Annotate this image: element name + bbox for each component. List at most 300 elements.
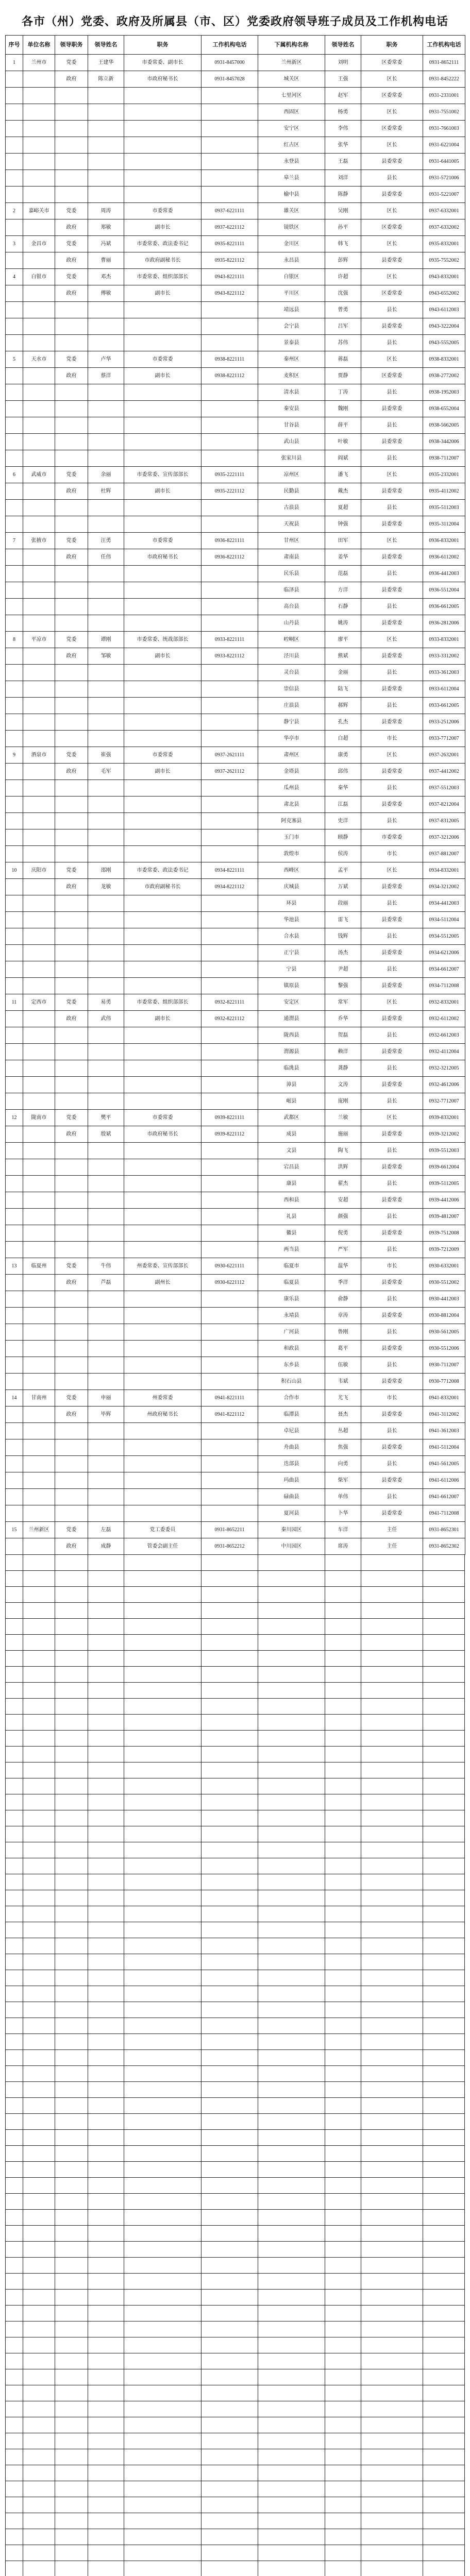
cell-sub-leader-name: 俞静 — [325, 1291, 361, 1308]
cell-phone — [202, 384, 258, 401]
table-row — [6, 1192, 465, 1209]
cell-index — [6, 895, 23, 912]
cell-leader-role — [55, 335, 88, 351]
cell-sub-position: 区长 — [361, 747, 423, 764]
cell-leader-role — [55, 961, 88, 978]
cell-index — [6, 137, 23, 154]
cell-index — [6, 384, 23, 401]
cell-unit: 兰州市 — [23, 55, 55, 71]
table-row — [6, 632, 465, 648]
cell-leader-role: 党委 — [55, 862, 88, 879]
cell-sub-unit: 麦积区 — [258, 368, 325, 384]
cell-index — [6, 1176, 23, 1192]
cell-sub-unit: 永昌县 — [258, 252, 325, 269]
cell-leader-role — [55, 978, 88, 994]
cell-sub-phone: 0932-6612003 — [423, 1027, 465, 1044]
cell-unit — [23, 1060, 55, 1077]
cell-position: 市委常委、副市长 — [124, 55, 202, 71]
cell-phone: 0939-8221111 — [202, 1110, 258, 1126]
cell-index — [6, 1341, 23, 1357]
table-row — [6, 846, 465, 862]
cell-sub-phone: 0930-4412003 — [423, 1291, 465, 1308]
cell-leader-name — [88, 1341, 124, 1357]
cell-leader-role: 政府 — [55, 1275, 88, 1291]
cell-leader-name: 申丽 — [88, 1390, 124, 1406]
table-row — [6, 681, 465, 698]
cell-index — [6, 1225, 23, 1242]
cell-sub-leader-name: 聂杰 — [325, 1406, 361, 1423]
cell-sub-phone: 0931-8652301 — [423, 1522, 465, 1538]
cell-sub-unit: 迭部县 — [258, 1456, 325, 1472]
cell-sub-leader-name: 洪辉 — [325, 1159, 361, 1176]
cell-index — [6, 1192, 23, 1209]
cell-unit — [23, 1143, 55, 1159]
cell-leader-role — [55, 1176, 88, 1192]
cell-sub-phone: 0937-6332001 — [423, 203, 465, 219]
cell-sub-position: 区委常委 — [361, 368, 423, 384]
cell-sub-leader-name: 戴杰 — [325, 483, 361, 500]
cell-position: 市政府副秘书长 — [124, 879, 202, 895]
cell-position: 市委常委 — [124, 533, 202, 549]
cell-unit — [23, 813, 55, 829]
cell-leader-name — [88, 516, 124, 533]
cell-index — [6, 219, 23, 236]
cell-sub-unit: 民乐县 — [258, 566, 325, 582]
cell-leader-role: 党委 — [55, 1258, 88, 1275]
cell-unit: 武威市 — [23, 467, 55, 483]
cell-sub-position: 县长 — [361, 1209, 423, 1225]
cell-sub-leader-name: 乔华 — [325, 1011, 361, 1027]
cell-index: 8 — [6, 632, 23, 648]
cell-sub-position: 县委常委 — [361, 1406, 423, 1423]
cell-index — [6, 500, 23, 516]
table-row — [6, 467, 465, 483]
cell-sub-position: 县长 — [361, 1242, 423, 1258]
cell-position: 副市长 — [124, 368, 202, 384]
cell-leader-name — [88, 1093, 124, 1110]
cell-sub-phone: 0934-7112008 — [423, 978, 465, 994]
cell-phone — [202, 1308, 258, 1324]
cell-unit — [23, 615, 55, 632]
document-title: 各市（州）党委、政府及所属县（市、区）党委政府领导班子成员及工作机构电话 — [21, 15, 448, 28]
cell-sub-position: 区长 — [361, 467, 423, 483]
cell-sub-position: 县长 — [361, 780, 423, 796]
cell-leader-role — [55, 1357, 88, 1374]
table-row — [6, 945, 465, 961]
cell-unit: 临夏州 — [23, 1258, 55, 1275]
cell-position: 市委常委、组织部部长 — [124, 994, 202, 1011]
cell-index — [6, 714, 23, 731]
cell-phone — [202, 1060, 258, 1077]
cell-sub-position: 主任 — [361, 1522, 423, 1538]
cell-sub-unit: 清水县 — [258, 384, 325, 401]
cell-leader-role: 政府 — [55, 1126, 88, 1143]
cell-index: 15 — [6, 1522, 23, 1538]
cell-sub-position: 市长 — [361, 731, 423, 747]
cell-index: 9 — [6, 747, 23, 764]
cell-leader-role — [55, 714, 88, 731]
cell-leader-name — [88, 1456, 124, 1472]
cell-sub-leader-name: 阎斌 — [325, 450, 361, 467]
cell-sub-phone: 0931-2331001 — [423, 88, 465, 104]
cell-sub-position: 县委常委 — [361, 912, 423, 928]
cell-sub-leader-name: 田军 — [325, 533, 361, 549]
cell-position — [124, 500, 202, 516]
cell-unit — [23, 1291, 55, 1308]
cell-sub-position: 区委常委 — [361, 285, 423, 302]
cell-sub-unit: 宕昌县 — [258, 1159, 325, 1176]
header-position: 职务 — [124, 36, 202, 55]
cell-sub-position: 县长 — [361, 566, 423, 582]
cell-sub-leader-name: 兰敏 — [325, 1110, 361, 1126]
cell-index — [6, 829, 23, 846]
table-row — [6, 994, 465, 1011]
cell-unit: 张掖市 — [23, 533, 55, 549]
cell-phone — [202, 335, 258, 351]
cell-sub-position: 县长 — [361, 500, 423, 516]
cell-sub-leader-name: 贾静 — [325, 368, 361, 384]
cell-leader-role — [55, 154, 88, 170]
cell-phone: 0937-2621111 — [202, 747, 258, 764]
cell-index — [6, 450, 23, 467]
cell-leader-name — [88, 978, 124, 994]
cell-leader-role: 政府 — [55, 368, 88, 384]
cell-unit — [23, 681, 55, 698]
cell-sub-position: 区长 — [361, 351, 423, 368]
table-row — [6, 1275, 465, 1291]
cell-phone — [202, 434, 258, 450]
cell-position: 副市长 — [124, 1011, 202, 1027]
cell-phone — [202, 1225, 258, 1242]
cell-sub-unit: 肃南县 — [258, 549, 325, 566]
cell-sub-leader-name: 安超 — [325, 1192, 361, 1209]
cell-index — [6, 813, 23, 829]
cell-unit — [23, 500, 55, 516]
cell-position: 副市长 — [124, 648, 202, 665]
cell-sub-unit: 皋兰县 — [258, 170, 325, 187]
cell-position — [124, 829, 202, 846]
cell-sub-position: 县长 — [361, 335, 423, 351]
cell-unit — [23, 417, 55, 434]
cell-unit: 平凉市 — [23, 632, 55, 648]
cell-unit — [23, 648, 55, 665]
table-row — [6, 71, 465, 88]
cell-sub-unit: 东乡县 — [258, 1357, 325, 1374]
cell-sub-leader-name: 李伟 — [325, 121, 361, 137]
cell-phone: 0936-8221112 — [202, 549, 258, 566]
cell-sub-leader-name: 夏超 — [325, 500, 361, 516]
cell-phone — [202, 1077, 258, 1093]
table-row — [6, 1472, 465, 1489]
cell-index — [6, 88, 23, 104]
cell-sub-phone: 0941-7112008 — [423, 1505, 465, 1522]
cell-leader-name: 龙敏 — [88, 879, 124, 895]
cell-leader-role: 党委 — [55, 1522, 88, 1538]
cell-sub-position: 区委常委 — [361, 121, 423, 137]
cell-sub-unit: 雄关区 — [258, 203, 325, 219]
cell-sub-phone: 0941-6612007 — [423, 1489, 465, 1505]
header-sub-leader-name: 领导姓名 — [325, 36, 361, 55]
cell-index — [6, 335, 23, 351]
cell-sub-leader-name: 姚涛 — [325, 615, 361, 632]
cell-phone: 0943-8221112 — [202, 285, 258, 302]
cell-sub-position: 区长 — [361, 862, 423, 879]
cell-leader-name: 曹丽 — [88, 252, 124, 269]
cell-sub-leader-name: 韦斌 — [325, 1374, 361, 1390]
cell-sub-position: 区委常委 — [361, 219, 423, 236]
cell-position — [124, 978, 202, 994]
cell-index — [6, 978, 23, 994]
cell-phone: 0930-6221111 — [202, 1258, 258, 1275]
table-row — [6, 895, 465, 912]
cell-sub-phone: 0935-4112002 — [423, 483, 465, 500]
cell-sub-phone: 0930-7712008 — [423, 1374, 465, 1390]
cell-phone — [202, 1242, 258, 1258]
cell-sub-unit: 阿克塞县 — [258, 813, 325, 829]
cell-sub-phone: 0931-6221004 — [423, 137, 465, 154]
cell-index — [6, 1126, 23, 1143]
table-row — [6, 1505, 465, 1522]
cell-position: 副市长 — [124, 764, 202, 780]
cell-sub-unit: 白银区 — [258, 269, 325, 285]
cell-index — [6, 1538, 23, 1555]
cell-sub-phone: 0938-1952003 — [423, 384, 465, 401]
cell-sub-phone: 0935-8332001 — [423, 236, 465, 252]
cell-sub-phone: 0930-5612005 — [423, 1324, 465, 1341]
cell-sub-unit: 景泰县 — [258, 335, 325, 351]
cell-sub-unit: 成县 — [258, 1126, 325, 1143]
cell-sub-position: 县委常委 — [361, 1439, 423, 1456]
cell-sub-unit: 卓尼县 — [258, 1423, 325, 1439]
cell-leader-role — [55, 780, 88, 796]
table-row — [6, 318, 465, 335]
cell-position: 市委常委、政法委书记 — [124, 236, 202, 252]
cell-sub-position: 县长 — [361, 1143, 423, 1159]
cell-sub-leader-name: 单伟 — [325, 1489, 361, 1505]
table-row — [6, 533, 465, 549]
cell-leader-role — [55, 401, 88, 417]
cell-leader-role — [55, 1308, 88, 1324]
cell-unit — [23, 1044, 55, 1060]
cell-phone — [202, 1143, 258, 1159]
cell-position — [124, 417, 202, 434]
cell-phone: 0938-8221112 — [202, 368, 258, 384]
cell-index — [6, 187, 23, 203]
cell-sub-leader-name: 黎强 — [325, 978, 361, 994]
cell-leader-role: 党委 — [55, 55, 88, 71]
cell-index: 5 — [6, 351, 23, 368]
cell-leader-name — [88, 1027, 124, 1044]
cell-leader-role: 政府 — [55, 549, 88, 566]
table-row — [6, 1093, 465, 1110]
cell-phone: 0932-8221112 — [202, 1011, 258, 1027]
cell-sub-phone: 0935-3112004 — [423, 516, 465, 533]
cell-sub-unit: 西峰区 — [258, 862, 325, 879]
cell-leader-role — [55, 813, 88, 829]
cell-unit — [23, 252, 55, 269]
cell-sub-position: 县长 — [361, 302, 423, 318]
cell-sub-position: 县长 — [361, 450, 423, 467]
cell-index — [6, 780, 23, 796]
cell-sub-unit: 临夏市 — [258, 1258, 325, 1275]
cell-leader-role: 政府 — [55, 483, 88, 500]
cell-position — [124, 1341, 202, 1357]
cell-leader-name: 冯斌 — [88, 236, 124, 252]
cell-position: 市委常委 — [124, 203, 202, 219]
cell-phone: 0937-6221111 — [202, 203, 258, 219]
cell-sub-position: 县长 — [361, 1423, 423, 1439]
cell-sub-position: 县长 — [361, 1093, 423, 1110]
table-row — [6, 549, 465, 566]
cell-sub-leader-name: 侯涛 — [325, 846, 361, 862]
header-sub-phone: 工作机构电话 — [423, 36, 465, 55]
cell-sub-leader-name: 刘洋 — [325, 170, 361, 187]
cell-sub-unit: 高台县 — [258, 599, 325, 615]
cell-phone: 0933-8221112 — [202, 648, 258, 665]
cell-sub-position: 县委常委 — [361, 549, 423, 566]
cell-phone — [202, 1374, 258, 1390]
cell-index: 7 — [6, 533, 23, 549]
cell-leader-name — [88, 665, 124, 681]
cell-sub-phone: 0931-5721006 — [423, 170, 465, 187]
cell-sub-phone: 0932-8332001 — [423, 994, 465, 1011]
table-row — [6, 483, 465, 500]
cell-position: 副市长 — [124, 219, 202, 236]
cell-sub-unit: 秦州区 — [258, 351, 325, 368]
cell-sub-position: 县委常委 — [361, 1374, 423, 1390]
cell-sub-leader-name: 史洋 — [325, 813, 361, 829]
cell-leader-name: 周涛 — [88, 203, 124, 219]
cell-sub-unit: 肃北县 — [258, 796, 325, 813]
cell-sub-position: 县委常委 — [361, 1011, 423, 1027]
cell-leader-name — [88, 335, 124, 351]
cell-unit — [23, 1341, 55, 1357]
cell-unit — [23, 1159, 55, 1176]
cell-unit: 陇南市 — [23, 1110, 55, 1126]
cell-leader-name — [88, 945, 124, 961]
cell-sub-position: 县长 — [361, 1027, 423, 1044]
cell-phone — [202, 1291, 258, 1308]
cell-sub-unit: 文县 — [258, 1143, 325, 1159]
cell-index — [6, 846, 23, 862]
table-row — [6, 1324, 465, 1341]
cell-leader-role — [55, 1242, 88, 1258]
cell-sub-leader-name: 苏伟 — [325, 335, 361, 351]
cell-sub-position: 区委常委 — [361, 55, 423, 71]
cell-sub-leader-name: 文涛 — [325, 1077, 361, 1093]
cell-leader-name — [88, 681, 124, 698]
cell-sub-leader-name: 葛平 — [325, 1341, 361, 1357]
cell-sub-phone: 0941-5612005 — [423, 1456, 465, 1472]
cell-unit: 定西市 — [23, 994, 55, 1011]
cell-sub-phone: 0931-6441005 — [423, 154, 465, 170]
cell-unit — [23, 1505, 55, 1522]
cell-sub-leader-name: 金丽 — [325, 665, 361, 681]
table-row — [6, 1110, 465, 1126]
cell-sub-unit: 灵台县 — [258, 665, 325, 681]
cell-sub-phone: 0943-3222004 — [423, 318, 465, 335]
cell-position — [124, 1027, 202, 1044]
cell-leader-name — [88, 1192, 124, 1209]
cell-sub-phone: 0930-5512002 — [423, 1275, 465, 1291]
cell-phone — [202, 318, 258, 335]
cell-sub-leader-name: 车洋 — [325, 1522, 361, 1538]
table-row — [6, 1308, 465, 1324]
cell-sub-unit: 民勤县 — [258, 483, 325, 500]
cell-leader-name: 卢华 — [88, 351, 124, 368]
cell-index — [6, 1093, 23, 1110]
cell-position — [124, 1357, 202, 1374]
cell-sub-unit: 静宁县 — [258, 714, 325, 731]
cell-sub-unit: 临潭县 — [258, 1406, 325, 1423]
cell-leader-role — [55, 1044, 88, 1060]
table-row — [6, 1225, 465, 1242]
cell-position — [124, 1439, 202, 1456]
cell-sub-phone: 0932-3212005 — [423, 1060, 465, 1077]
cell-leader-role — [55, 1060, 88, 1077]
cell-phone — [202, 1159, 258, 1176]
cell-sub-leader-name: 潘飞 — [325, 467, 361, 483]
cell-unit — [23, 731, 55, 747]
cell-position — [124, 895, 202, 912]
cell-unit — [23, 368, 55, 384]
cell-leader-role: 政府 — [55, 252, 88, 269]
cell-sub-phone: 0931-7661003 — [423, 121, 465, 137]
cell-leader-name — [88, 895, 124, 912]
cell-sub-position: 区长 — [361, 632, 423, 648]
cell-position: 州政府秘书长 — [124, 1406, 202, 1423]
cell-leader-name — [88, 1209, 124, 1225]
cell-index — [6, 1357, 23, 1374]
table-row — [6, 747, 465, 764]
cell-phone — [202, 121, 258, 137]
cell-sub-phone: 0934-4412003 — [423, 895, 465, 912]
cell-sub-position: 县委常委 — [361, 318, 423, 335]
cell-index — [6, 1489, 23, 1505]
cell-leader-name — [88, 1044, 124, 1060]
table-row — [6, 1423, 465, 1439]
cell-leader-role — [55, 566, 88, 582]
cell-sub-unit: 合作市 — [258, 1390, 325, 1406]
cell-sub-unit: 碌曲县 — [258, 1489, 325, 1505]
cell-position — [124, 335, 202, 351]
cell-leader-role — [55, 615, 88, 632]
cell-leader-name: 邹敏 — [88, 648, 124, 665]
cell-sub-leader-name: 伍敏 — [325, 1357, 361, 1374]
table-row — [6, 203, 465, 219]
cell-unit — [23, 1538, 55, 1555]
cell-phone — [202, 796, 258, 813]
cell-sub-phone: 0939-7512008 — [423, 1225, 465, 1242]
table-row — [6, 1143, 465, 1159]
cell-leader-role — [55, 945, 88, 961]
cell-index — [6, 1505, 23, 1522]
cell-sub-leader-name: 沈强 — [325, 285, 361, 302]
cell-sub-unit: 康乐县 — [258, 1291, 325, 1308]
cell-leader-name — [88, 1423, 124, 1439]
cell-index — [6, 1143, 23, 1159]
cell-index — [6, 796, 23, 813]
cell-sub-position: 县委常委 — [361, 1341, 423, 1357]
cell-sub-position: 县委常委 — [361, 1225, 423, 1242]
cell-phone — [202, 928, 258, 945]
cell-sub-position: 县委常委 — [361, 187, 423, 203]
cell-sub-phone: 0943-5552005 — [423, 335, 465, 351]
cell-sub-unit: 七里河区 — [258, 88, 325, 104]
cell-sub-unit: 陇西县 — [258, 1027, 325, 1044]
cell-unit — [23, 829, 55, 846]
cell-position — [124, 104, 202, 121]
